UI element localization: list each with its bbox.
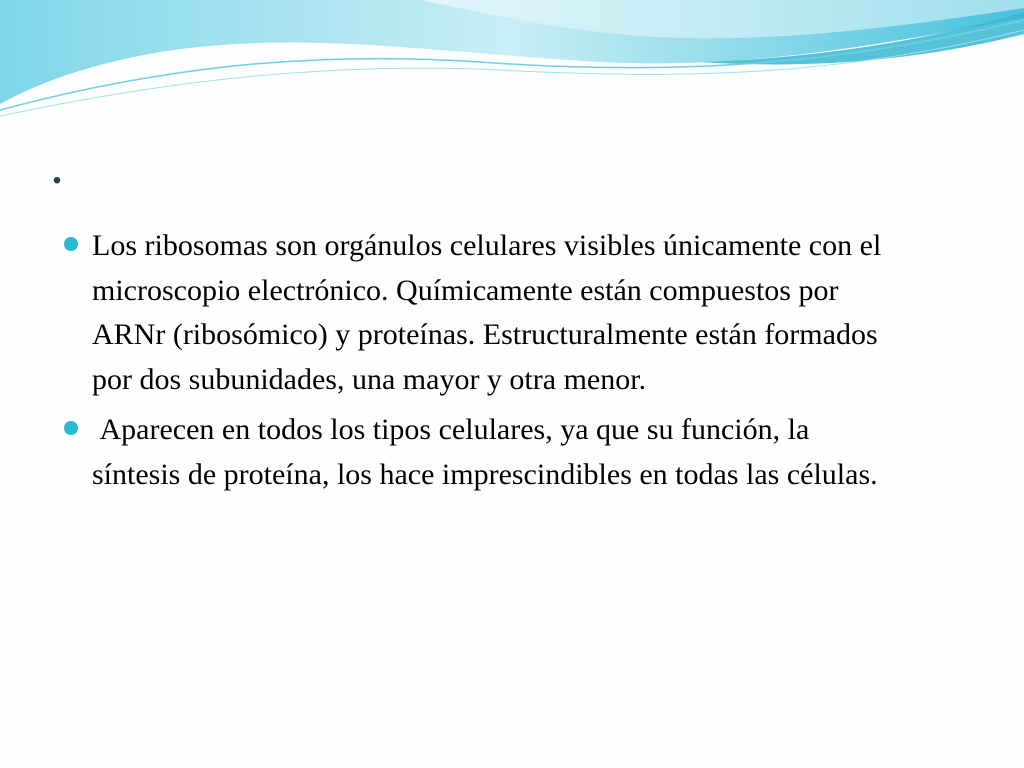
bullet-dot-icon (64, 421, 78, 435)
slide-title: . (52, 147, 62, 192)
bullet-dot-icon (64, 237, 78, 251)
bullet-text-1: Los ribosomas son orgánulos celulares visibles únicamente con el microscopio electrónico. Químicamente están compuestos por ARNr (ribosómico) y proteínas. Estructuralmente están formados por dos subunidades, una mayor y otra menor. (92, 229, 889, 396)
bullet-item-2 (64, 408, 894, 497)
bullet-item-1 (64, 224, 894, 402)
bullet-text-2: Aparecen en todos los tipos celulares, ya que su función, la síntesis de proteína, los hace imprescindibles en todas las células. (92, 413, 878, 491)
bullet-list (64, 224, 894, 503)
header-wave-decoration (0, 0, 1024, 130)
